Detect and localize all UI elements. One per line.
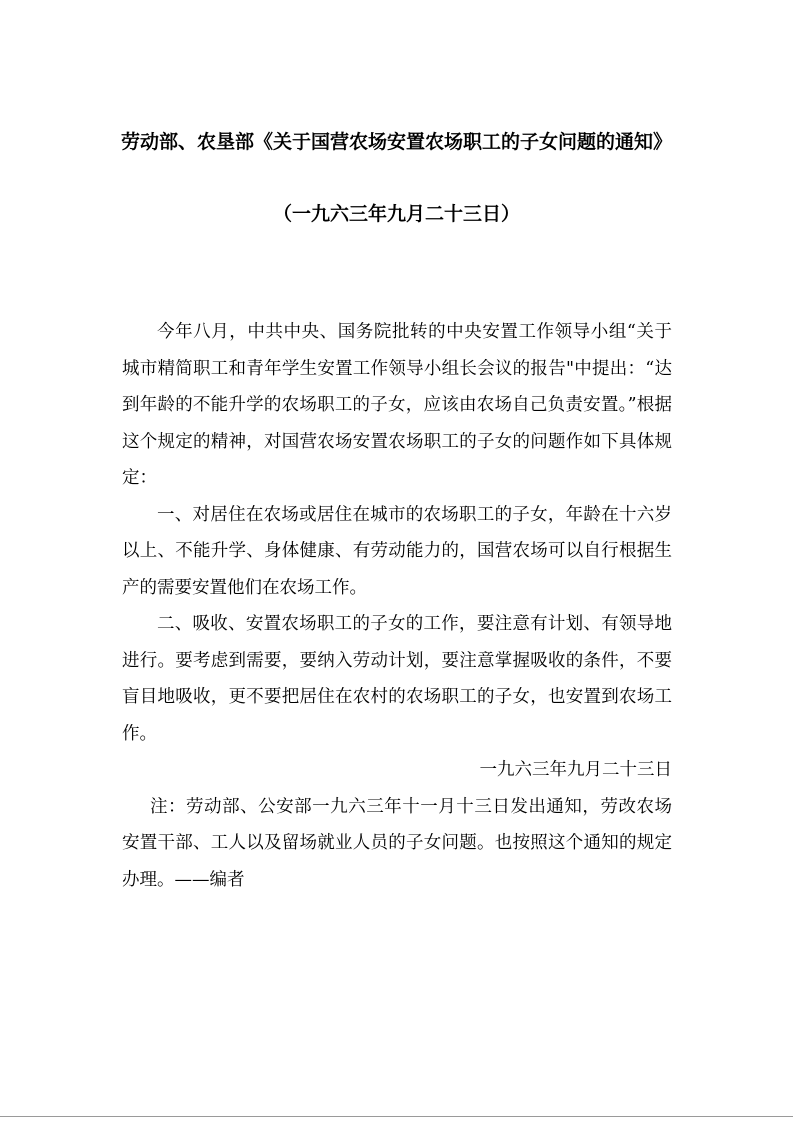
paragraph-item-2: 二、吸收、安置农场职工的子女的工作，要注意有计划、有领导地进行。要考虑到需要，要纳入劳动计划，要注意掌握吸收的条件，不要盲目地吸收，更不要把居住在农村的农场职工的子女，也安置到农场工作。 (122, 614, 672, 744)
signature-date: 一九六三年九月二十三日 (479, 760, 672, 780)
document-date-line: （一九六三年九月二十三日） (272, 203, 520, 225)
editor-note: 注：劳动部、公安部一九六三年十一月十三日发出通知，劳改农场安置干部、工人以及留场就业人员的子女问题。也按照这个通知的规定办理。——编者 (122, 796, 672, 890)
document-title: 劳动部、农垦部《关于国营农场安置农场职工的子女问题的通知》 (120, 131, 672, 153)
page-bottom-divider (0, 1116, 793, 1117)
paragraph-item-1: 一、对居住在农场或居住在城市的农场职工的子女，年龄在十六岁以上、不能升学、身体健康、有劳动能力的，国营农场可以自行根据生产的需要安置他们在农场工作。 (122, 504, 672, 598)
paragraph-intro: 今年八月，中共中央、国务院批转的中央安置工作领导小组“关于城市精简职工和青年学生安置工作领导小组长会议的报告"中提出：“达到年龄的不能升学的农场职工的子女，应该由农场自己负责安置。”根据这个规定的精神，对国营农场安置农场职工的子女的问题作如下具体规定： (122, 322, 672, 488)
document-body (122, 314, 672, 898)
